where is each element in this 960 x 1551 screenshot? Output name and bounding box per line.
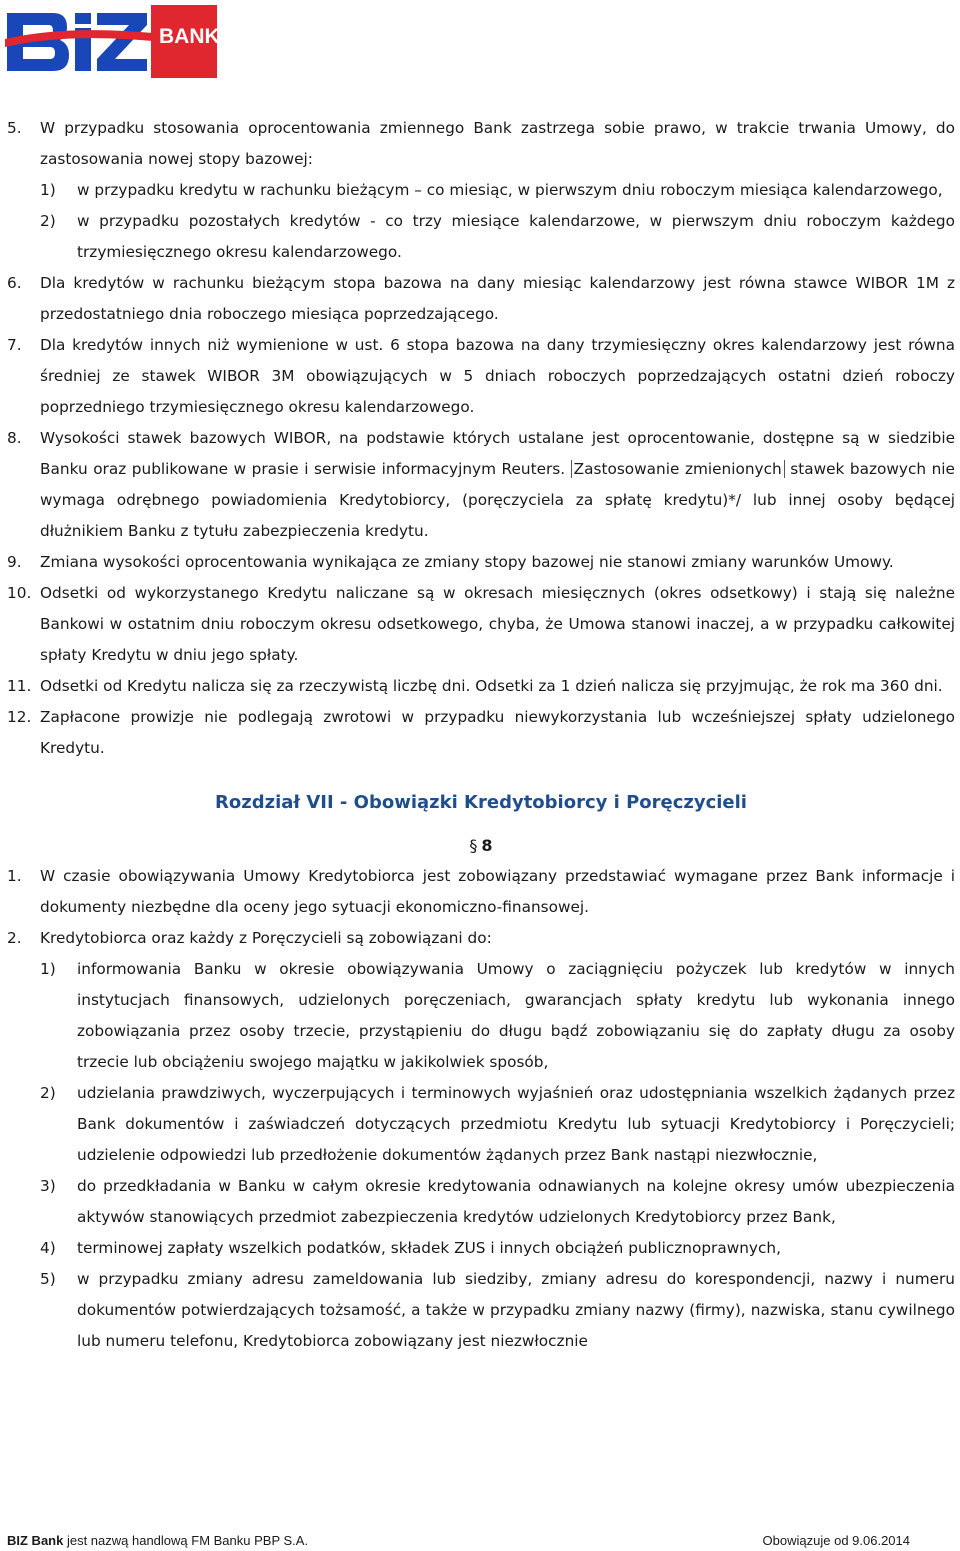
clause-8 [7,423,955,547]
clause-10 [7,578,955,671]
clause-number: 6. [7,274,22,292]
point-number: 1) [40,181,56,199]
point-text: do przedkładania w Banku w całym okresie kredytowania odnawianych na kolejne okresy umów ubezpieczenia aktywów stanowiących przedmiot zabezpieczenia kredytów udzielonych Kredytobiorcy przez Bank, [77,1177,955,1226]
point-number: 5) [40,1270,56,1288]
point-number: 4) [40,1239,56,1257]
point-number: 2) [40,212,56,230]
clause-text: Zapłacone prowizje nie podlegają zwrotowi w przypadku niewykorzystania lub wcześniejszej spłaty udzielonego Kredytu. [40,708,955,757]
clause-number: 8. [7,429,22,447]
page-footer [7,1533,950,1551]
point-text: w przypadku kredytu w rachunku bieżącym – co miesiąc, w pierwszym dniu roboczym miesiąca kalendarzowego, [77,181,943,199]
clause-text: Odsetki od Kredytu nalicza się za rzeczywistą liczbę dni. Odsetki za 1 dzień nalicza się przyjmując, że rok ma 360 dni. [40,677,943,695]
clause-number: 5. [7,119,22,137]
clause-text: Dla kredytów innych niż wymienione w ust. 6 stopa bazowa na dany trzymiesięczny okres kalendarzowy jest równa średniej ze stawek WIBOR 3M obowiązujących w 5 dniach roboczych poprzedzających ostatni dzień roboczy poprzedniego trzymiesięcznego okresu kalendarzowego. [40,336,955,416]
footer-effective-date: Obowiązuje od 9.06.2014 [762,1533,910,1548]
clause-6 [7,268,955,330]
clause-5-point-2 [40,206,955,268]
clause-7 [7,330,955,423]
clause-text: Kredytobiorca oraz każdy z Poręczycieli są zobowiązani do: [40,929,492,947]
duty-point-4 [40,1233,955,1264]
footer-left [7,1533,308,1548]
chapter-title: Rozdział VII - Obowiązki Kredytobiorcy i Poręczycieli [215,792,747,813]
duty-point-2 [40,1078,955,1171]
footer-legal-text: jest nazwą handlową FM Banku PBP S.A. [63,1533,309,1548]
clause-number: 10. [7,584,32,602]
clause-number: 9. [7,553,22,571]
clause-11 [7,671,955,702]
clause-5-point-1 [40,175,955,206]
logo-bank-text: BANK [159,25,220,48]
clause-text: W przypadku stosowania oprocentowania zmiennego Bank zastrzega sobie prawo, w trakcie trwania Umowy, do zastosowania nowej stopy bazowej: [40,119,955,168]
duty-point-3 [40,1171,955,1233]
point-text: w przypadku pozostałych kredytów - co trzy miesiące kalendarzowe, w pierwszym dniu roboczym każdego trzymiesięcznego okresu kalendarzowego. [77,212,955,261]
duty-point-1 [40,954,955,1078]
clause-12 [7,702,955,764]
clause-number: 1. [7,867,22,885]
footer-brand: BIZ Bank [7,1533,64,1548]
point-text: informowania Banku w okresie obowiązywania Umowy o zaciągnięciu pożyczek lub kredytów w innych instytucjach finansowych, udzielonych poręczeniach, gwarancjach spłaty kredytu lub wykonania innego zobowiązania przez osoby trzecie, przystąpieniu do długu bądź zobowiązaniu się do zapłaty długu za osoby trzecie lub obciążeniu swojego majątku w jakikolwiek sposób, [77,960,955,1071]
highlighted-phrase: Zastosowanie zmienionych [571,460,785,478]
bizbank-logo [5,3,220,78]
clause-5 [7,113,955,175]
clause-text: Zmiana wysokości oprocentowania wynikająca ze zmiany stopy bazowej nie stanowi zmiany warunków Umowy. [40,553,894,571]
clause-number: 11. [7,677,32,695]
document-body [7,113,955,1357]
clause-9 [7,547,955,578]
clause-text: Dla kredytów w rachunku bieżącym stopa bazowa na dany miesiąc kalendarzowy jest równa stawce WIBOR 1M z przedostatniego dnia roboczego miesiąca poprzedzającego. [40,274,955,323]
clause-number: 12. [7,708,32,726]
clause-text-continued: stawek bazowych nie wymaga odrębnego powiadomienia Kredytobiorcy, (poręczyciela za spłatę kredytu)*/ lub innej osoby będącej dłużnikiem Banku z tytułu zabezpieczenia kredytu. [40,460,955,540]
duty-clause-1 [7,861,955,923]
clause-number: 7. [7,336,22,354]
paragraph-heading [7,830,955,861]
point-number: 2) [40,1084,56,1102]
duty-point-5 [40,1264,955,1357]
clause-number: 2. [7,929,22,947]
paragraph-number: 8 [481,836,493,855]
duty-clause-2 [7,923,955,954]
clause-text: Wysokości stawek bazowych WIBOR, na podstawie których ustalane jest oprocentowanie, dostępne są w siedzibie Banku oraz publikowane w prasie i serwisie informacyjnym Reuters. [40,429,955,478]
clause-text: W czasie obowiązywania Umowy Kredytobiorca jest zobowiązany przedstawiać wymagane przez Bank informacje i dokumenty niezbędne dla oceny jego sytuacji ekonomiczno-finansowej. [40,867,955,916]
section-sign: § [469,836,478,855]
point-number: 1) [40,960,56,978]
clause-text: Odsetki od wykorzystanego Kredytu naliczane są w okresach miesięcznych (okres odsetkowy) i stają się należne Bankowi w ostatnim dniu roboczym okresu odsetkowego, chyba, że Umowa stanowi inaczej, a w przypadku całkowitej spłaty Kredytu w dniu jego spłaty. [40,584,955,664]
point-text: w przypadku zmiany adresu zameldowania lub siedziby, zmiany adresu do korespondencji, nazwy i numeru dokumentów potwierdzających tożsamość, a także w przypadku zmiany nazwy (firmy), nazwiska, stanu cywilnego lub numeru telefonu, Kredytobiorca zobowiązany jest niezwłocznie [77,1270,955,1350]
point-text: terminowej zapłaty wszelkich podatków, składek ZUS i innych obciążeń publicznoprawnych, [77,1239,781,1257]
point-text: udzielania prawdziwych, wyczerpujących i terminowych wyjaśnień oraz udostępniania wszelkich żądanych przez Bank dokumentów i zaświadczeń dotyczących przedmiotu Kredytu lub sytuacji Kredytobiorcy i Poręczycieli; udzielenie odpowiedzi lub przedłożenie dokumentów żądanych przez Bank nastąpi niezwłocznie, [77,1084,955,1164]
point-number: 3) [40,1177,56,1195]
